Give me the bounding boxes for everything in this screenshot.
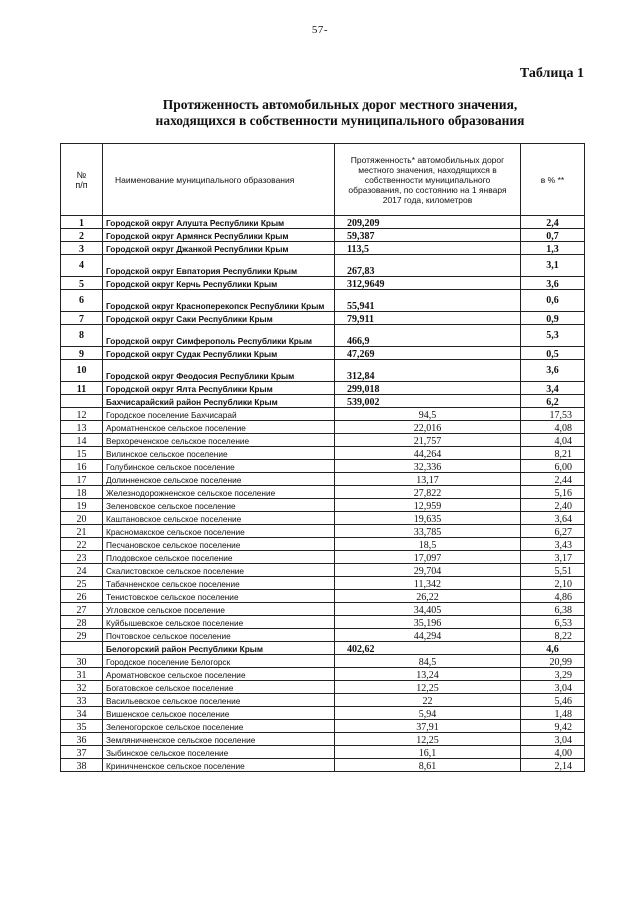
row-length: 539,002	[335, 395, 521, 408]
row-number: 30	[61, 655, 103, 668]
table-row	[61, 229, 585, 242]
row-percent: 8,22	[521, 629, 585, 642]
table-row	[61, 642, 585, 655]
row-name: Голубинское сельское поселение	[103, 460, 335, 473]
table-row	[61, 746, 585, 759]
row-percent: 4,00	[521, 746, 585, 759]
table-row	[61, 325, 585, 347]
table-header-row	[61, 144, 585, 216]
row-percent: 0,6	[521, 290, 585, 312]
row-percent: 17,53	[521, 408, 585, 421]
table-row	[61, 668, 585, 681]
row-number: 13	[61, 421, 103, 434]
row-length: 35,196	[335, 616, 521, 629]
row-name: Городской округ Джанкой Республики Крым	[103, 242, 335, 255]
row-name: Ароматновское сельское поселение	[103, 668, 335, 681]
row-number: 38	[61, 759, 103, 772]
row-number: 37	[61, 746, 103, 759]
row-length: 17,097	[335, 551, 521, 564]
row-percent: 9,42	[521, 720, 585, 733]
row-length: 59,387	[335, 229, 521, 242]
row-number: 31	[61, 668, 103, 681]
row-name: Городской округ Судак Республики Крым	[103, 347, 335, 360]
row-length: 27,822	[335, 486, 521, 499]
row-number: 29	[61, 629, 103, 642]
document-title	[60, 97, 620, 129]
row-percent: 3,4	[521, 382, 585, 395]
row-name: Долинненское сельское поселение	[103, 473, 335, 486]
row-percent: 6,38	[521, 603, 585, 616]
row-percent: 4,6	[521, 642, 585, 655]
table-row	[61, 486, 585, 499]
row-percent: 3,64	[521, 512, 585, 525]
row-number: 18	[61, 486, 103, 499]
row-percent: 3,6	[521, 277, 585, 290]
row-name: Верхореченское сельское поселение	[103, 434, 335, 447]
row-percent: 3,6	[521, 360, 585, 382]
column-header-number-line2: п/п	[75, 179, 88, 190]
row-name: Зеленовское сельское поселение	[103, 499, 335, 512]
row-number: 9	[61, 347, 103, 360]
row-length: 267,83	[335, 255, 521, 277]
row-percent: 20,99	[521, 655, 585, 668]
table-row	[61, 395, 585, 408]
row-length: 44,294	[335, 629, 521, 642]
row-percent: 0,5	[521, 347, 585, 360]
table-row	[61, 525, 585, 538]
row-name: Куйбышевское сельское поселение	[103, 616, 335, 629]
row-percent: 3,17	[521, 551, 585, 564]
row-number: 22	[61, 538, 103, 551]
roads-table	[60, 143, 585, 772]
row-number: 10	[61, 360, 103, 382]
row-name: Тенистовское сельское поселение	[103, 590, 335, 603]
row-percent: 3,1	[521, 255, 585, 277]
column-header-percent: в % **	[521, 144, 585, 216]
row-percent: 3,29	[521, 668, 585, 681]
table-row	[61, 577, 585, 590]
row-name: Вилинское сельское поселение	[103, 447, 335, 460]
table-row	[61, 434, 585, 447]
column-header-number-line1: №	[76, 169, 87, 180]
row-length: 402,62	[335, 642, 521, 655]
row-length: 22	[335, 694, 521, 707]
row-name: Табачненское сельское поселение	[103, 577, 335, 590]
table-row	[61, 242, 585, 255]
title-line-2: находящихся в собственности муниципального образования	[155, 113, 525, 128]
table-row	[61, 629, 585, 642]
row-name: Криничненское сельское поселение	[103, 759, 335, 772]
row-length: 33,785	[335, 525, 521, 538]
row-name: Богатовское сельское поселение	[103, 681, 335, 694]
row-percent: 5,51	[521, 564, 585, 577]
row-length: 44,264	[335, 447, 521, 460]
row-number	[61, 642, 103, 655]
row-name: Зеленогорское сельское поселение	[103, 720, 335, 733]
row-number: 2	[61, 229, 103, 242]
row-length: 312,84	[335, 360, 521, 382]
row-number: 4	[61, 255, 103, 277]
row-name: Васильевское сельское поселение	[103, 694, 335, 707]
row-percent: 4,04	[521, 434, 585, 447]
row-percent: 5,46	[521, 694, 585, 707]
table-row	[61, 564, 585, 577]
table-row	[61, 216, 585, 229]
row-length: 21,757	[335, 434, 521, 447]
row-name: Городской округ Саки Республики Крым	[103, 312, 335, 325]
row-number: 25	[61, 577, 103, 590]
table-row	[61, 255, 585, 277]
table-row	[61, 382, 585, 395]
column-header-length: Протяженность* автомобильных дорог местного значения, находящихся в собственности муниципального образования, по состоянию на 1 января 2017 года, километров	[335, 144, 521, 216]
row-length: 18,5	[335, 538, 521, 551]
row-number: 11	[61, 382, 103, 395]
row-name: Песчановское сельское поселение	[103, 538, 335, 551]
row-percent: 6,00	[521, 460, 585, 473]
row-percent: 6,2	[521, 395, 585, 408]
row-name: Городской округ Алушта Республики Крым	[103, 216, 335, 229]
row-length: 34,405	[335, 603, 521, 616]
table-row	[61, 290, 585, 312]
row-percent: 6,27	[521, 525, 585, 538]
row-number: 36	[61, 733, 103, 746]
table-row	[61, 590, 585, 603]
column-header-name: Наименование муниципального образования	[103, 144, 335, 216]
row-percent: 2,4	[521, 216, 585, 229]
row-percent: 2,44	[521, 473, 585, 486]
row-percent: 2,10	[521, 577, 585, 590]
row-length: 312,9649	[335, 277, 521, 290]
row-number: 15	[61, 447, 103, 460]
row-length: 13,17	[335, 473, 521, 486]
row-percent: 5,3	[521, 325, 585, 347]
row-name: Городской округ Ялта Республики Крым	[103, 382, 335, 395]
row-number: 14	[61, 434, 103, 447]
row-length: 8,61	[335, 759, 521, 772]
row-name: Вишенское сельское поселение	[103, 707, 335, 720]
row-name: Городское поселение Белогорск	[103, 655, 335, 668]
table-row	[61, 360, 585, 382]
row-number: 7	[61, 312, 103, 325]
page-number: 57-	[311, 24, 329, 36]
row-length: 12,25	[335, 733, 521, 746]
row-number: 3	[61, 242, 103, 255]
row-length: 11,342	[335, 577, 521, 590]
row-name: Железнодорожненское сельское поселение	[103, 486, 335, 499]
row-name: Земляничненское сельское поселение	[103, 733, 335, 746]
row-number: 12	[61, 408, 103, 421]
row-name: Городской округ Армянск Республики Крым	[103, 229, 335, 242]
row-length: 5,94	[335, 707, 521, 720]
row-name: Каштановское сельское поселение	[103, 512, 335, 525]
row-number: 21	[61, 525, 103, 538]
row-length: 209,209	[335, 216, 521, 229]
row-name: Почтовское сельское поселение	[103, 629, 335, 642]
table-row	[61, 538, 585, 551]
table-row	[61, 551, 585, 564]
row-number: 34	[61, 707, 103, 720]
row-length: 16,1	[335, 746, 521, 759]
table-row	[61, 655, 585, 668]
row-percent: 0,7	[521, 229, 585, 242]
row-percent: 3,43	[521, 538, 585, 551]
row-number: 19	[61, 499, 103, 512]
row-percent: 3,04	[521, 733, 585, 746]
table-row	[61, 694, 585, 707]
row-length: 19,635	[335, 512, 521, 525]
row-percent: 2,14	[521, 759, 585, 772]
row-name: Бахчисарайский район Республики Крым	[103, 395, 335, 408]
row-length: 466,9	[335, 325, 521, 347]
table-row	[61, 347, 585, 360]
row-length: 12,25	[335, 681, 521, 694]
table-row	[61, 707, 585, 720]
row-number: 16	[61, 460, 103, 473]
row-name: Городской округ Красноперекопск Республики Крым	[103, 290, 335, 312]
row-percent: 4,86	[521, 590, 585, 603]
row-number: 23	[61, 551, 103, 564]
row-number: 8	[61, 325, 103, 347]
row-number: 33	[61, 694, 103, 707]
row-number: 32	[61, 681, 103, 694]
row-length: 26,22	[335, 590, 521, 603]
table-row	[61, 408, 585, 421]
table-row	[61, 312, 585, 325]
row-number: 20	[61, 512, 103, 525]
row-percent: 0,9	[521, 312, 585, 325]
table-row	[61, 603, 585, 616]
row-name: Городское поселение Бахчисарай	[103, 408, 335, 421]
row-length: 29,704	[335, 564, 521, 577]
row-number: 24	[61, 564, 103, 577]
row-length: 13,24	[335, 668, 521, 681]
title-line-1: Протяженность автомобильных дорог местного значения,	[162, 97, 518, 112]
row-length: 22,016	[335, 421, 521, 434]
row-number: 6	[61, 290, 103, 312]
row-length: 94,5	[335, 408, 521, 421]
row-number	[61, 395, 103, 408]
row-length: 79,911	[335, 312, 521, 325]
table-row	[61, 733, 585, 746]
row-number: 5	[61, 277, 103, 290]
table-row	[61, 447, 585, 460]
table-row	[61, 499, 585, 512]
row-length: 84,5	[335, 655, 521, 668]
row-name: Ароматненское сельское поселение	[103, 421, 335, 434]
row-name: Зыбинское сельское поселение	[103, 746, 335, 759]
table-row	[61, 277, 585, 290]
table-body	[61, 216, 585, 772]
table-row	[61, 681, 585, 694]
row-name: Городской округ Керчь Республики Крым	[103, 277, 335, 290]
row-name: Красномакское сельское поселение	[103, 525, 335, 538]
table-label: Таблица 1	[519, 66, 584, 81]
row-length: 55,941	[335, 290, 521, 312]
row-name: Скалистовское сельское поселение	[103, 564, 335, 577]
table-row	[61, 759, 585, 772]
row-length: 47,269	[335, 347, 521, 360]
row-number: 27	[61, 603, 103, 616]
table-row	[61, 421, 585, 434]
row-percent: 2,40	[521, 499, 585, 512]
row-number: 35	[61, 720, 103, 733]
row-number: 28	[61, 616, 103, 629]
row-percent: 8,21	[521, 447, 585, 460]
row-name: Угловское сельское поселение	[103, 603, 335, 616]
column-header-number	[61, 144, 103, 216]
row-percent: 3,04	[521, 681, 585, 694]
row-number: 1	[61, 216, 103, 229]
row-percent: 1,48	[521, 707, 585, 720]
row-number: 26	[61, 590, 103, 603]
row-name: Городской округ Феодосия Республики Крым	[103, 360, 335, 382]
table-row	[61, 460, 585, 473]
row-number: 17	[61, 473, 103, 486]
row-percent: 1,3	[521, 242, 585, 255]
row-length: 32,336	[335, 460, 521, 473]
row-name: Городской округ Симферополь Республики Крым	[103, 325, 335, 347]
table-row	[61, 720, 585, 733]
row-percent: 5,16	[521, 486, 585, 499]
table-row	[61, 512, 585, 525]
table-row	[61, 473, 585, 486]
row-length: 113,5	[335, 242, 521, 255]
row-name: Белогорский район Республики Крым	[103, 642, 335, 655]
table-row	[61, 616, 585, 629]
row-percent: 6,53	[521, 616, 585, 629]
row-length: 12,959	[335, 499, 521, 512]
row-name: Плодовское сельское поселение	[103, 551, 335, 564]
row-percent: 4,08	[521, 421, 585, 434]
row-name: Городской округ Евпатория Республики Крым	[103, 255, 335, 277]
row-length: 37,91	[335, 720, 521, 733]
row-length: 299,018	[335, 382, 521, 395]
